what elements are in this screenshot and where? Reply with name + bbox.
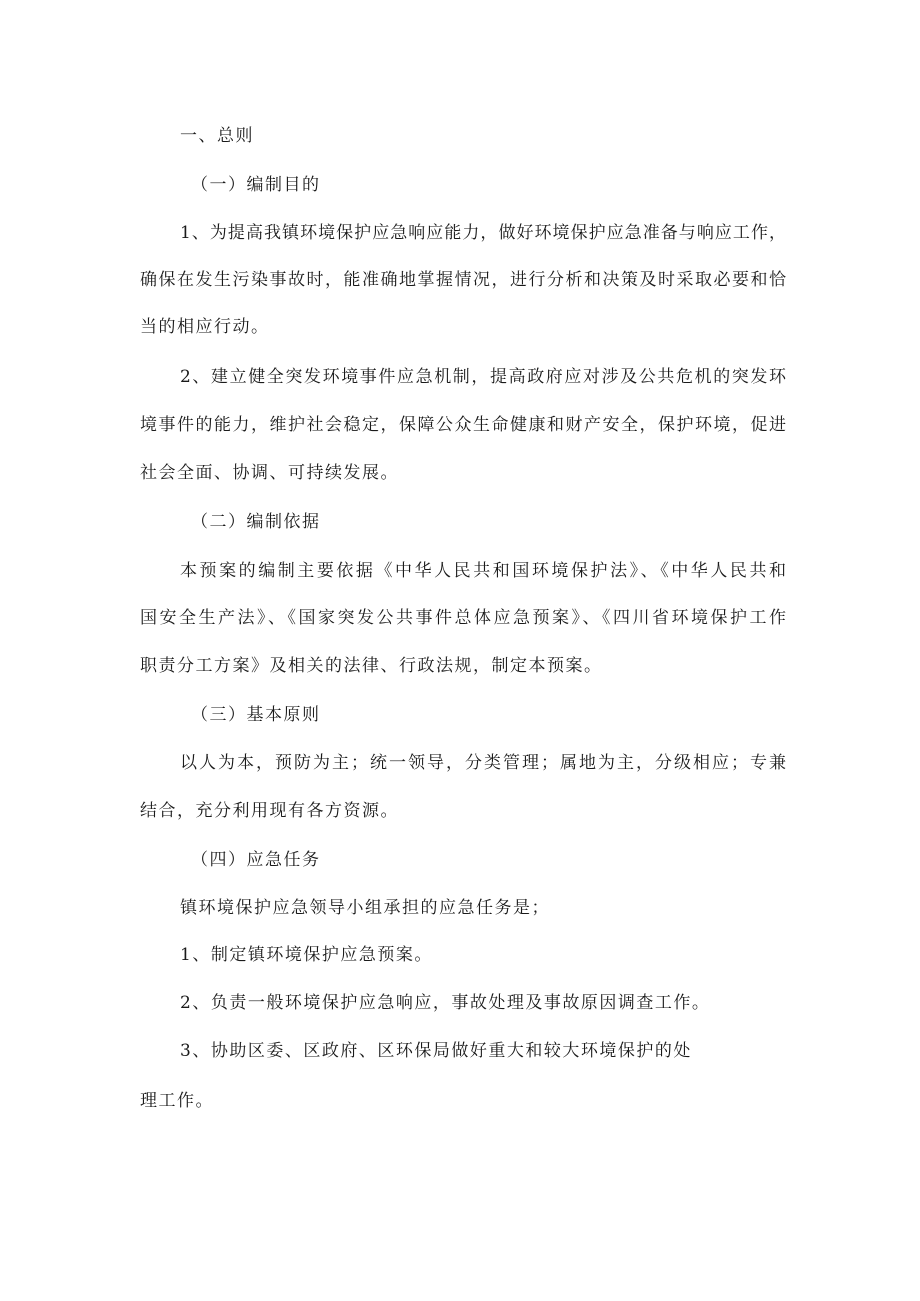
paragraph-line: 境事件的能力，维护社会稳定，保障公众生命健康和财产安全，保护环境，促进 (140, 415, 786, 435)
paragraph-line: 1、为提高我镇环境保护应急响应能力，做好环境保护应急准备与响应工作， (180, 223, 786, 243)
paragraph-line: 2、建立健全突发环境事件应急机制，提高政府应对涉及公共危机的突发环 (180, 367, 786, 387)
paragraph-line: 结合，充分利用现有各方资源。 (140, 801, 399, 821)
paragraph-line: 职责分工方案》及相关的法律、行政法规，制定本预案。 (140, 656, 603, 676)
section-title-purpose: （一）编制目的 (191, 175, 321, 195)
heading-general-provisions: 一、总则 (180, 126, 254, 146)
paragraph-line: 社会全面、协调、可持续发展。 (140, 463, 399, 483)
list-item: 3、协助区委、区政府、区环保局做好重大和较大环境保护的处 (180, 1041, 692, 1061)
section-title-tasks: （四）应急任务 (191, 850, 321, 870)
paragraph-line: 以人为本，预防为主；统一领导，分类管理；属地为主，分级相应；专兼 (180, 753, 786, 773)
paragraph-line: 确保在发生污染事故时，能准确地掌握情况，进行分析和决策及时采取必要和恰 (140, 270, 786, 290)
section-title-principles: （三）基本原则 (191, 705, 321, 725)
section-title-basis: （二）编制依据 (191, 512, 321, 532)
paragraph-line: 镇环境保护应急领导小组承担的应急任务是； (180, 898, 550, 918)
paragraph-line: 国安全生产法》、《国家突发公共事件总体应急预案》、《四川省环境保护工作 (140, 608, 786, 628)
paragraph-line: 理工作。 (140, 1091, 214, 1111)
paragraph-line: 当的相应行动。 (140, 317, 270, 337)
list-item: 2、负责一般环境保护应急响应，事故处理及事故原因调查工作。 (180, 993, 711, 1013)
paragraph-line: 本预案的编制主要依据《中华人民共和国环境保护法》、《中华人民共和 (180, 561, 786, 581)
list-item: 1、制定镇环境保护应急预案。 (180, 945, 433, 965)
